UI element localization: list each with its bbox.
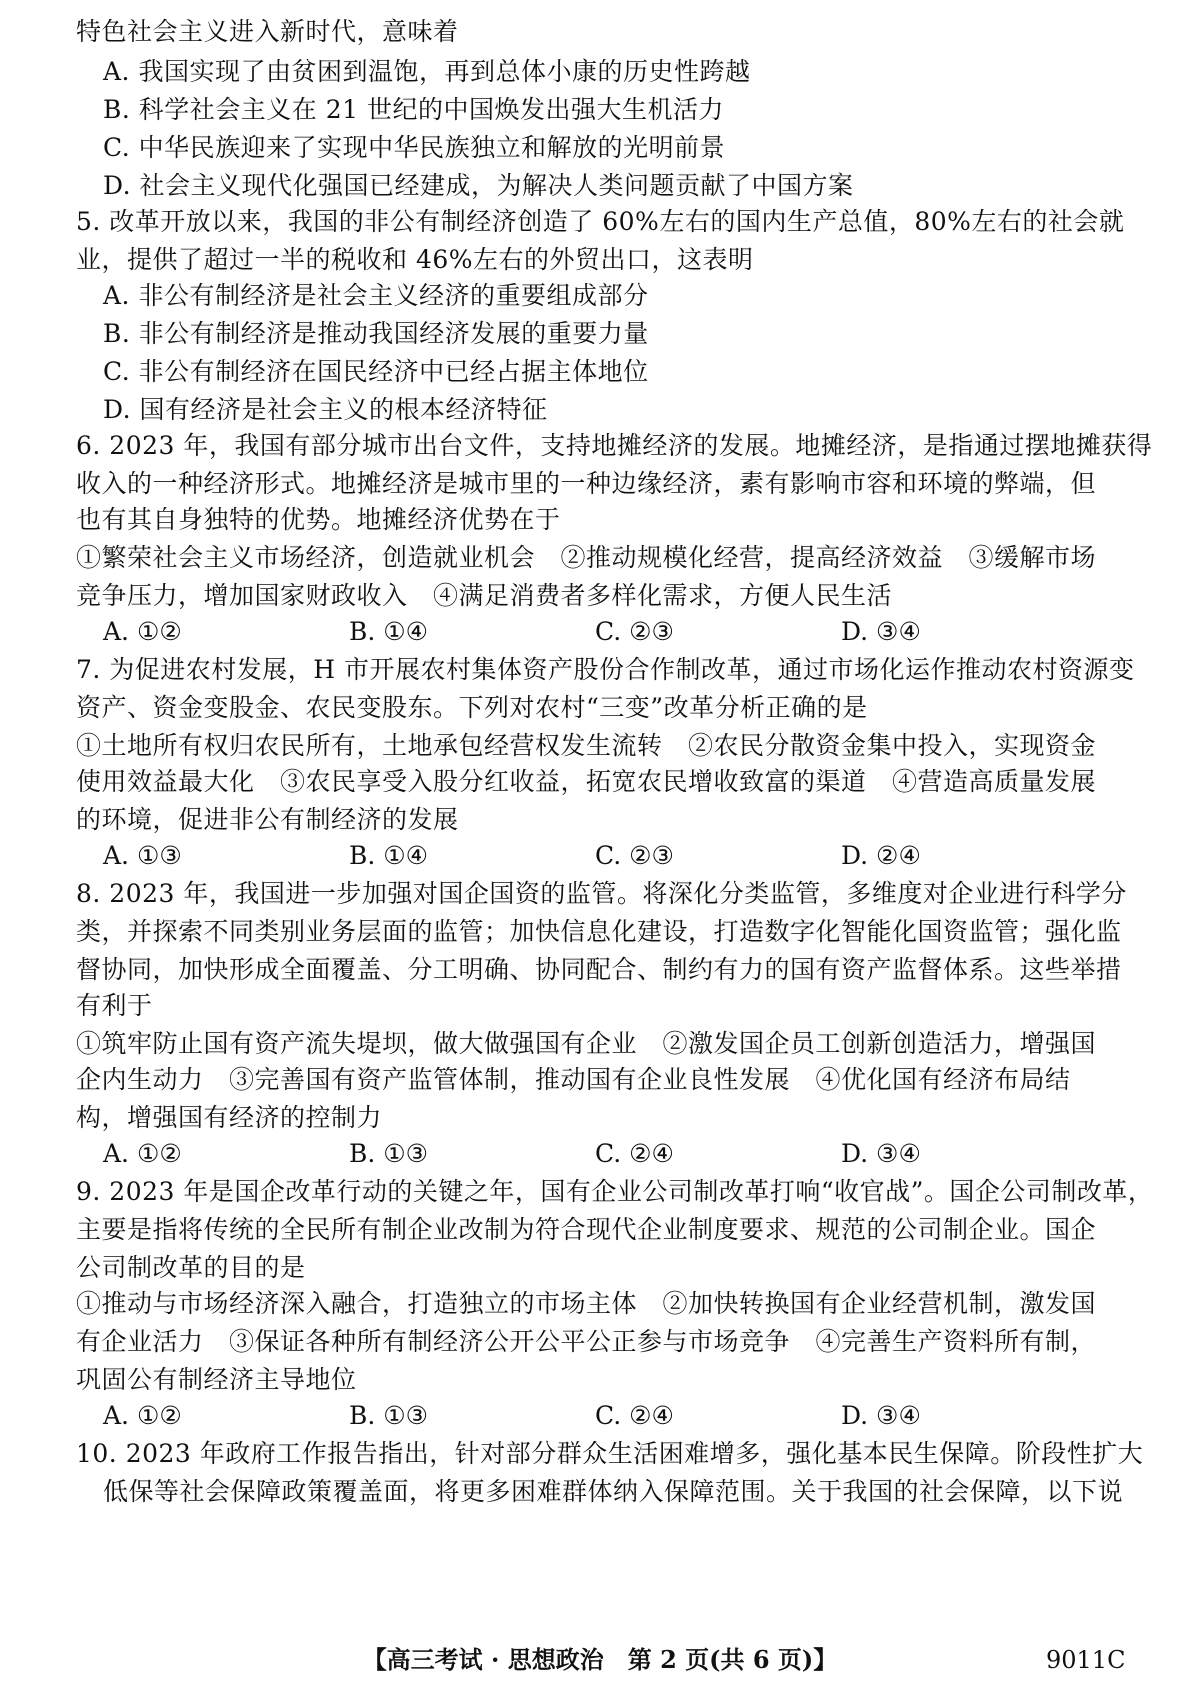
page-footer [0,1640,1200,1680]
q4-stem-tail: 特色社会主义进入新时代，意味着 [76,17,459,46]
q9-statements-line-1: ①推动与市场经济深入融合，打造独立的市场主体 ②加快转换国有企业经营机制，激发国 [76,1289,1097,1318]
q7-choice-d: D. ②④ [841,841,921,870]
q8-choice-d: D. ③④ [841,1139,921,1168]
q9-choice-c: C. ②④ [595,1401,674,1430]
q5-option-a: A. 非公有制经济是社会主义经济的重要组成部分 [103,281,649,310]
q8-stem-line-3: 督协同，加快形成全面覆盖、分工明确、协同配合、制约有力的国有资产监督体系。这些举措 [76,955,1122,984]
q4-option-b: B. 科学社会主义在 21 世纪的中国焕发出强大生机活力 [103,95,724,124]
q6-choice-a: A. ①② [103,617,182,646]
q8-choices [103,1134,1003,1174]
q6-stem-line-2: 收入的一种经济形式。地摊经济是城市里的一种边缘经济，素有影响市容和环境的弊端，但 [76,469,1097,498]
q9-stem-line-3: 公司制改革的目的是 [76,1253,306,1282]
q6-stem-line-3: 也有其自身独特的优势。地摊经济优势在于 [76,505,561,534]
q7-choices [103,836,1003,876]
q4-option-d: D. 社会主义现代化强国已经建成，为解决人类问题贡献了中国方案 [103,171,854,200]
q6-choice-c: C. ②③ [595,617,674,646]
q8-statements-line-1: ①筑牢防止国有资产流失堤坝，做大做强国有企业 ②激发国企员工创新创造活力，增强国 [76,1029,1097,1058]
q9-choice-d: D. ③④ [841,1401,921,1430]
q6-choice-d: D. ③④ [841,617,921,646]
q8-stem-line-4: 有利于 [76,991,153,1020]
q9-choice-b: B. ①③ [349,1401,429,1430]
q4-option-c: C. 中华民族迎来了实现中华民族独立和解放的光明前景 [103,133,726,162]
q9-choices [103,1396,1003,1436]
q8-statements-line-3: 构，增强国有经济的控制力 [76,1103,383,1132]
q7-stem-line-2: 资产、资金变股金、农民变股东。下列对农村“三变”改革分析正确的是 [76,693,868,722]
q8-stem-line-2: 类，并探索不同类别业务层面的监管；加快信息化建设，打造数字化智能化国资监管；强化监 [76,917,1122,946]
q9-statements-line-2: 有企业活力 ③保证各种所有制经济公开公平公正参与市场竞争 ④完善生产资料所有制， [76,1327,1097,1356]
q6-statements-line-1: ①繁荣社会主义市场经济，创造就业机会 ②推动规模化经营，提高经济效益 ③缓解市场 [76,543,1097,572]
q5-stem-line-2: 业，提供了超过一半的税收和 46%左右的外贸出口，这表明 [76,245,754,274]
q4-option-a: A. 我国实现了由贫困到温饱，再到总体小康的历史性跨越 [103,57,751,86]
q9-choice-a: A. ①② [103,1401,182,1430]
q7-choice-b: B. ①④ [349,841,429,870]
q10-stem-line-2: 低保等社会保障政策覆盖面，将更多困难群体纳入保障范围。关于我国的社会保障，以下说 [103,1477,1124,1506]
footer-title: 【高三考试 · 思想政治 第 2 页(共 6 页)】 [362,1645,838,1674]
q7-statements-line-1: ①土地所有权归农民所有，土地承包经营权发生流转 ②农民分散资金集中投入，实现资金 [76,731,1097,760]
q6-choices [103,612,1003,652]
q7-choice-c: C. ②③ [595,841,674,870]
q6-stem-line-1: 6. 2023 年，我国有部分城市出台文件，支持地摊经济的发展。地摊经济，是指通过摆地摊获得 [76,431,1153,460]
q7-choice-a: A. ①③ [103,841,182,870]
q8-stem-line-1: 8. 2023 年，我国进一步加强对国企国资的监管。将深化分类监管，多维度对企业进行科学分 [76,879,1127,908]
q9-stem-line-1: 9. 2023 年是国企改革行动的关键之年，国有企业公司制改革打响“收官战”。国企公司制改革， [76,1177,1154,1206]
q6-choice-b: B. ①④ [349,617,429,646]
q5-stem-line-1: 5. 改革开放以来，我国的非公有制经济创造了 60%左右的国内生产总值，80%左右的社会就 [76,207,1125,236]
q8-choice-c: C. ②④ [595,1139,674,1168]
q7-stem-line-1: 7. 为促进农村发展，H 市开展农村集体资产股份合作制改革，通过市场化运作推动农村资源变 [76,655,1135,684]
q5-option-c: C. 非公有制经济在国民经济中已经占据主体地位 [103,357,649,386]
q5-option-d: D. 国有经济是社会主义的根本经济特征 [103,395,548,424]
q7-statements-line-3: 的环境，促进非公有制经济的发展 [76,805,459,834]
q7-statements-line-2: 使用效益最大化 ③农民享受入股分红收益，拓宽农民增收致富的渠道 ④营造高质量发展 [76,767,1097,796]
q8-statements-line-2: 企内生动力 ③完善国有资产监管体制，推动国有企业良性发展 ④优化国有经济布局结 [76,1065,1071,1094]
q5-option-b: B. 非公有制经济是推动我国经济发展的重要力量 [103,319,649,348]
q9-statements-line-3: 巩固公有制经济主导地位 [76,1365,357,1394]
q6-statements-line-2: 竞争压力，增加国家财政收入 ④满足消费者多样化需求，方便人民生活 [76,581,893,610]
q9-stem-line-2: 主要是指将传统的全民所有制企业改制为符合现代企业制度要求、规范的公司制企业。国企 [76,1215,1097,1244]
q8-choice-b: B. ①③ [349,1139,429,1168]
footer-paper-code: 9011C [1046,1646,1126,1674]
q10-stem-line-1: 10. 2023 年政府工作报告指出，针对部分群众生活困难增多，强化基本民生保障。阶段性扩大 [76,1439,1144,1468]
q8-choice-a: A. ①② [103,1139,182,1168]
